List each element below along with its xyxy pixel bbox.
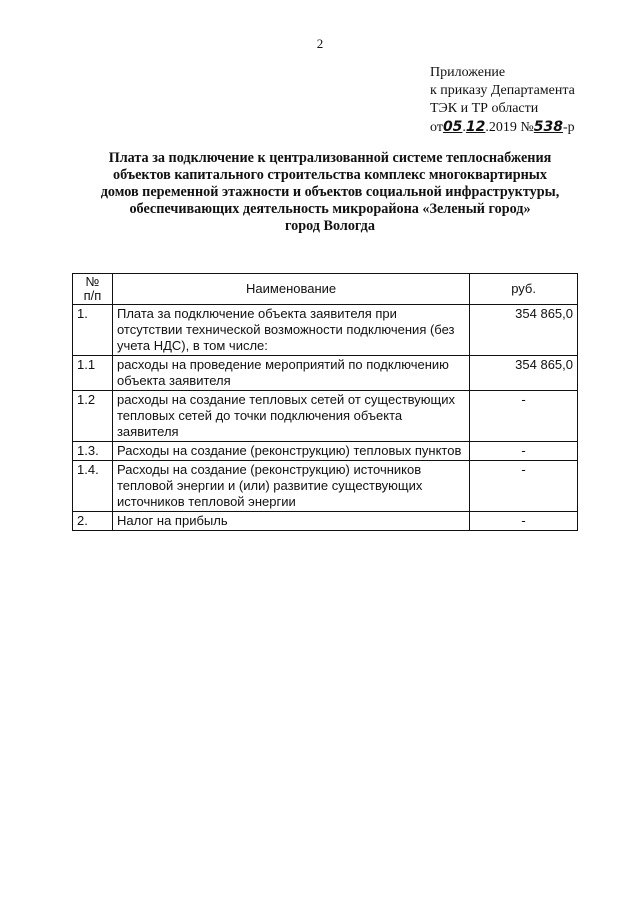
header-value: руб. bbox=[470, 274, 578, 305]
row-value: - bbox=[470, 391, 578, 442]
title-line-5: город Вологда bbox=[285, 218, 375, 234]
table-row bbox=[73, 356, 578, 391]
date-year: .2019 № bbox=[485, 120, 534, 135]
fee-table bbox=[72, 273, 578, 531]
appendix-line-2: к приказу Департамента bbox=[430, 83, 575, 98]
row-value: - bbox=[470, 442, 578, 461]
date-separator: . bbox=[462, 120, 466, 135]
date-month: 12 bbox=[465, 119, 486, 135]
header-number-line-2: п/п bbox=[83, 288, 102, 303]
table-row bbox=[73, 512, 578, 531]
order-number: 538 bbox=[533, 119, 563, 135]
title-line-1: Плата за подключение к централизованной системе теплоснабжения bbox=[108, 150, 552, 166]
row-name: расходы на проведение мероприятий по подключению объекта заявителя bbox=[112, 356, 469, 391]
row-name: расходы на создание тепловых сетей от существующих тепловых сетей до точки подключения объекта заявителя bbox=[112, 391, 469, 442]
title-line-4: обеспечивающих деятельность микрорайона «Зеленый город» bbox=[129, 201, 531, 217]
row-name: Налог на прибыль bbox=[112, 512, 469, 531]
table-row bbox=[73, 305, 578, 356]
table-row bbox=[73, 461, 578, 512]
title-line-3: домов переменной этажности и объектов социальной инфраструктуры, bbox=[100, 184, 560, 200]
row-number: 1.4. bbox=[73, 461, 113, 512]
row-number: 1.2 bbox=[73, 391, 113, 442]
header-name: Наименование bbox=[112, 274, 469, 305]
row-number: 1.3. bbox=[73, 442, 113, 461]
appendix-block bbox=[430, 64, 575, 137]
row-value: - bbox=[470, 512, 578, 531]
row-name: Расходы на создание (реконструкцию) источников тепловой энергии и (или) развитие существующих источников тепловой энергии bbox=[112, 461, 469, 512]
appendix-line-1: Приложение bbox=[430, 65, 506, 80]
table-row bbox=[73, 391, 578, 442]
date-prefix: от bbox=[430, 120, 443, 135]
appendix-date-line bbox=[430, 118, 575, 137]
title-line-2: объектов капитального строительства комплекс многоквартирных bbox=[113, 167, 547, 183]
row-number: 1.1 bbox=[73, 356, 113, 391]
table-header-row bbox=[73, 274, 578, 305]
row-value: 354 865,0 bbox=[470, 356, 578, 391]
page-number: 2 bbox=[316, 36, 324, 51]
table-row bbox=[73, 442, 578, 461]
row-name: Расходы на создание (реконструкцию) тепловых пунктов bbox=[112, 442, 469, 461]
row-name: Плата за подключение объекта заявителя при отсутствии технической возможности подключения (без учета НДС), в том числе: bbox=[112, 305, 469, 356]
row-number: 2. bbox=[73, 512, 113, 531]
row-value: - bbox=[470, 461, 578, 512]
header-number-line-1: № bbox=[85, 274, 100, 289]
appendix-line-3: ТЭК и ТР области bbox=[430, 101, 539, 116]
date-day: 05 bbox=[442, 119, 463, 135]
document-title bbox=[60, 150, 600, 235]
header-number bbox=[73, 274, 113, 305]
row-number: 1. bbox=[73, 305, 113, 356]
row-value: 354 865,0 bbox=[470, 305, 578, 356]
order-suffix: -р bbox=[563, 120, 575, 135]
